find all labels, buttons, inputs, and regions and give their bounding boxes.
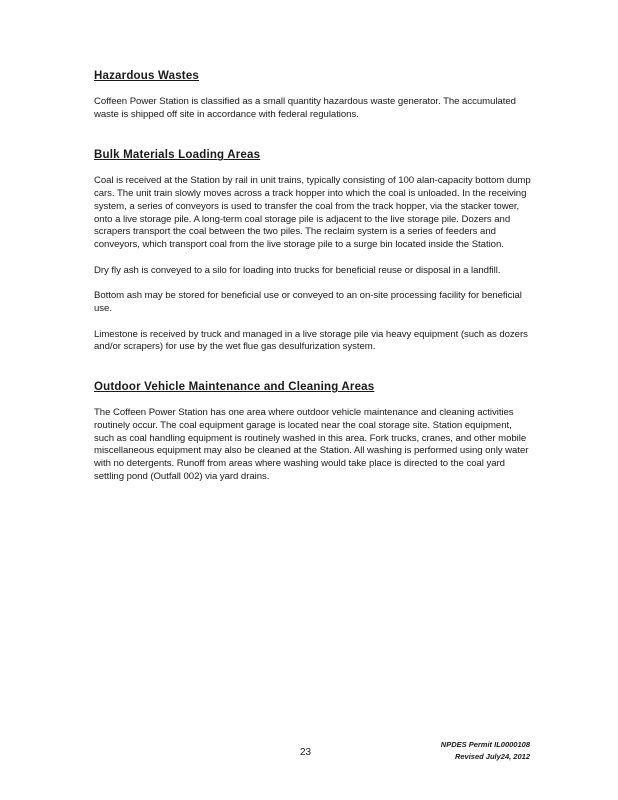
paragraph-bottom-ash: Bottom ash may be stored for beneficial use or conveyed to an on-site processing facility for beneficial use. bbox=[94, 290, 522, 315]
page-number: 23 bbox=[300, 747, 312, 758]
heading-vehicle-maintenance: Outdoor Vehicle Maintenance and Cleaning Areas bbox=[94, 381, 375, 394]
heading-bulk-materials: Bulk Materials Loading Areas bbox=[94, 149, 261, 162]
paragraph-hazardous-wastes: Coffeen Power Station is classified as a small quantity hazardous waste generator. The accumulated waste is shipped off site in accordance with federal regulations. bbox=[94, 96, 516, 120]
paragraph-limestone: Limestone is received by truck and managed in a live storage pile via heavy equipment (such as dozers and/or scrapers) for use by the wet flue gas desulfurization system. bbox=[94, 328, 528, 353]
footer-permit-info bbox=[441, 739, 530, 763]
paragraph-vehicle-maintenance: The Coffeen Power Station has one area where outdoor vehicle maintenance and cleaning activities routinely occur. The coal equipment garage is located near the coal storage site. Station equipment, such as coal handling equipment is routinely washed in this area. Fork trucks, cranes, and other mobile miscellaneous equipment may also be cleaned at the Station. All washing is performed using only water with no detergents. Runoff from areas where washing would take place is directed to the coal yard settling pond (Outfall 002) via yard drains. bbox=[94, 407, 529, 482]
permit-number: NPDES Permit IL0000108 bbox=[440, 740, 530, 749]
heading-hazardous-wastes: Hazardous Wastes bbox=[94, 70, 200, 82]
page-content bbox=[94, 70, 534, 483]
paragraph-coal-receiving: Coal is received at the Station by rail in unit trains, typically consisting of 100 alan-capacity bottom dump cars. The unit train slowly moves across a track hopper into which the coal is unloaded. In the receiving system, a series of conveyors is used to transfer the coal from the track hopper, via the stacker tower, onto a live storage pile. A long-term coal storage pile is adjacent to the live storage pile. Dozers and scrapers transport the coal between the two piles. The reclaim system is a series of feeders and conveyors, which transport coal from the live storage pile to a surge bin located inside the Station. bbox=[94, 175, 531, 250]
paragraph-fly-ash: Dry fly ash is conveyed to a silo for loading into trucks for beneficial reuse or disposal in a landfill. bbox=[94, 264, 501, 276]
revised-date: Revised July24, 2012 bbox=[454, 752, 530, 761]
